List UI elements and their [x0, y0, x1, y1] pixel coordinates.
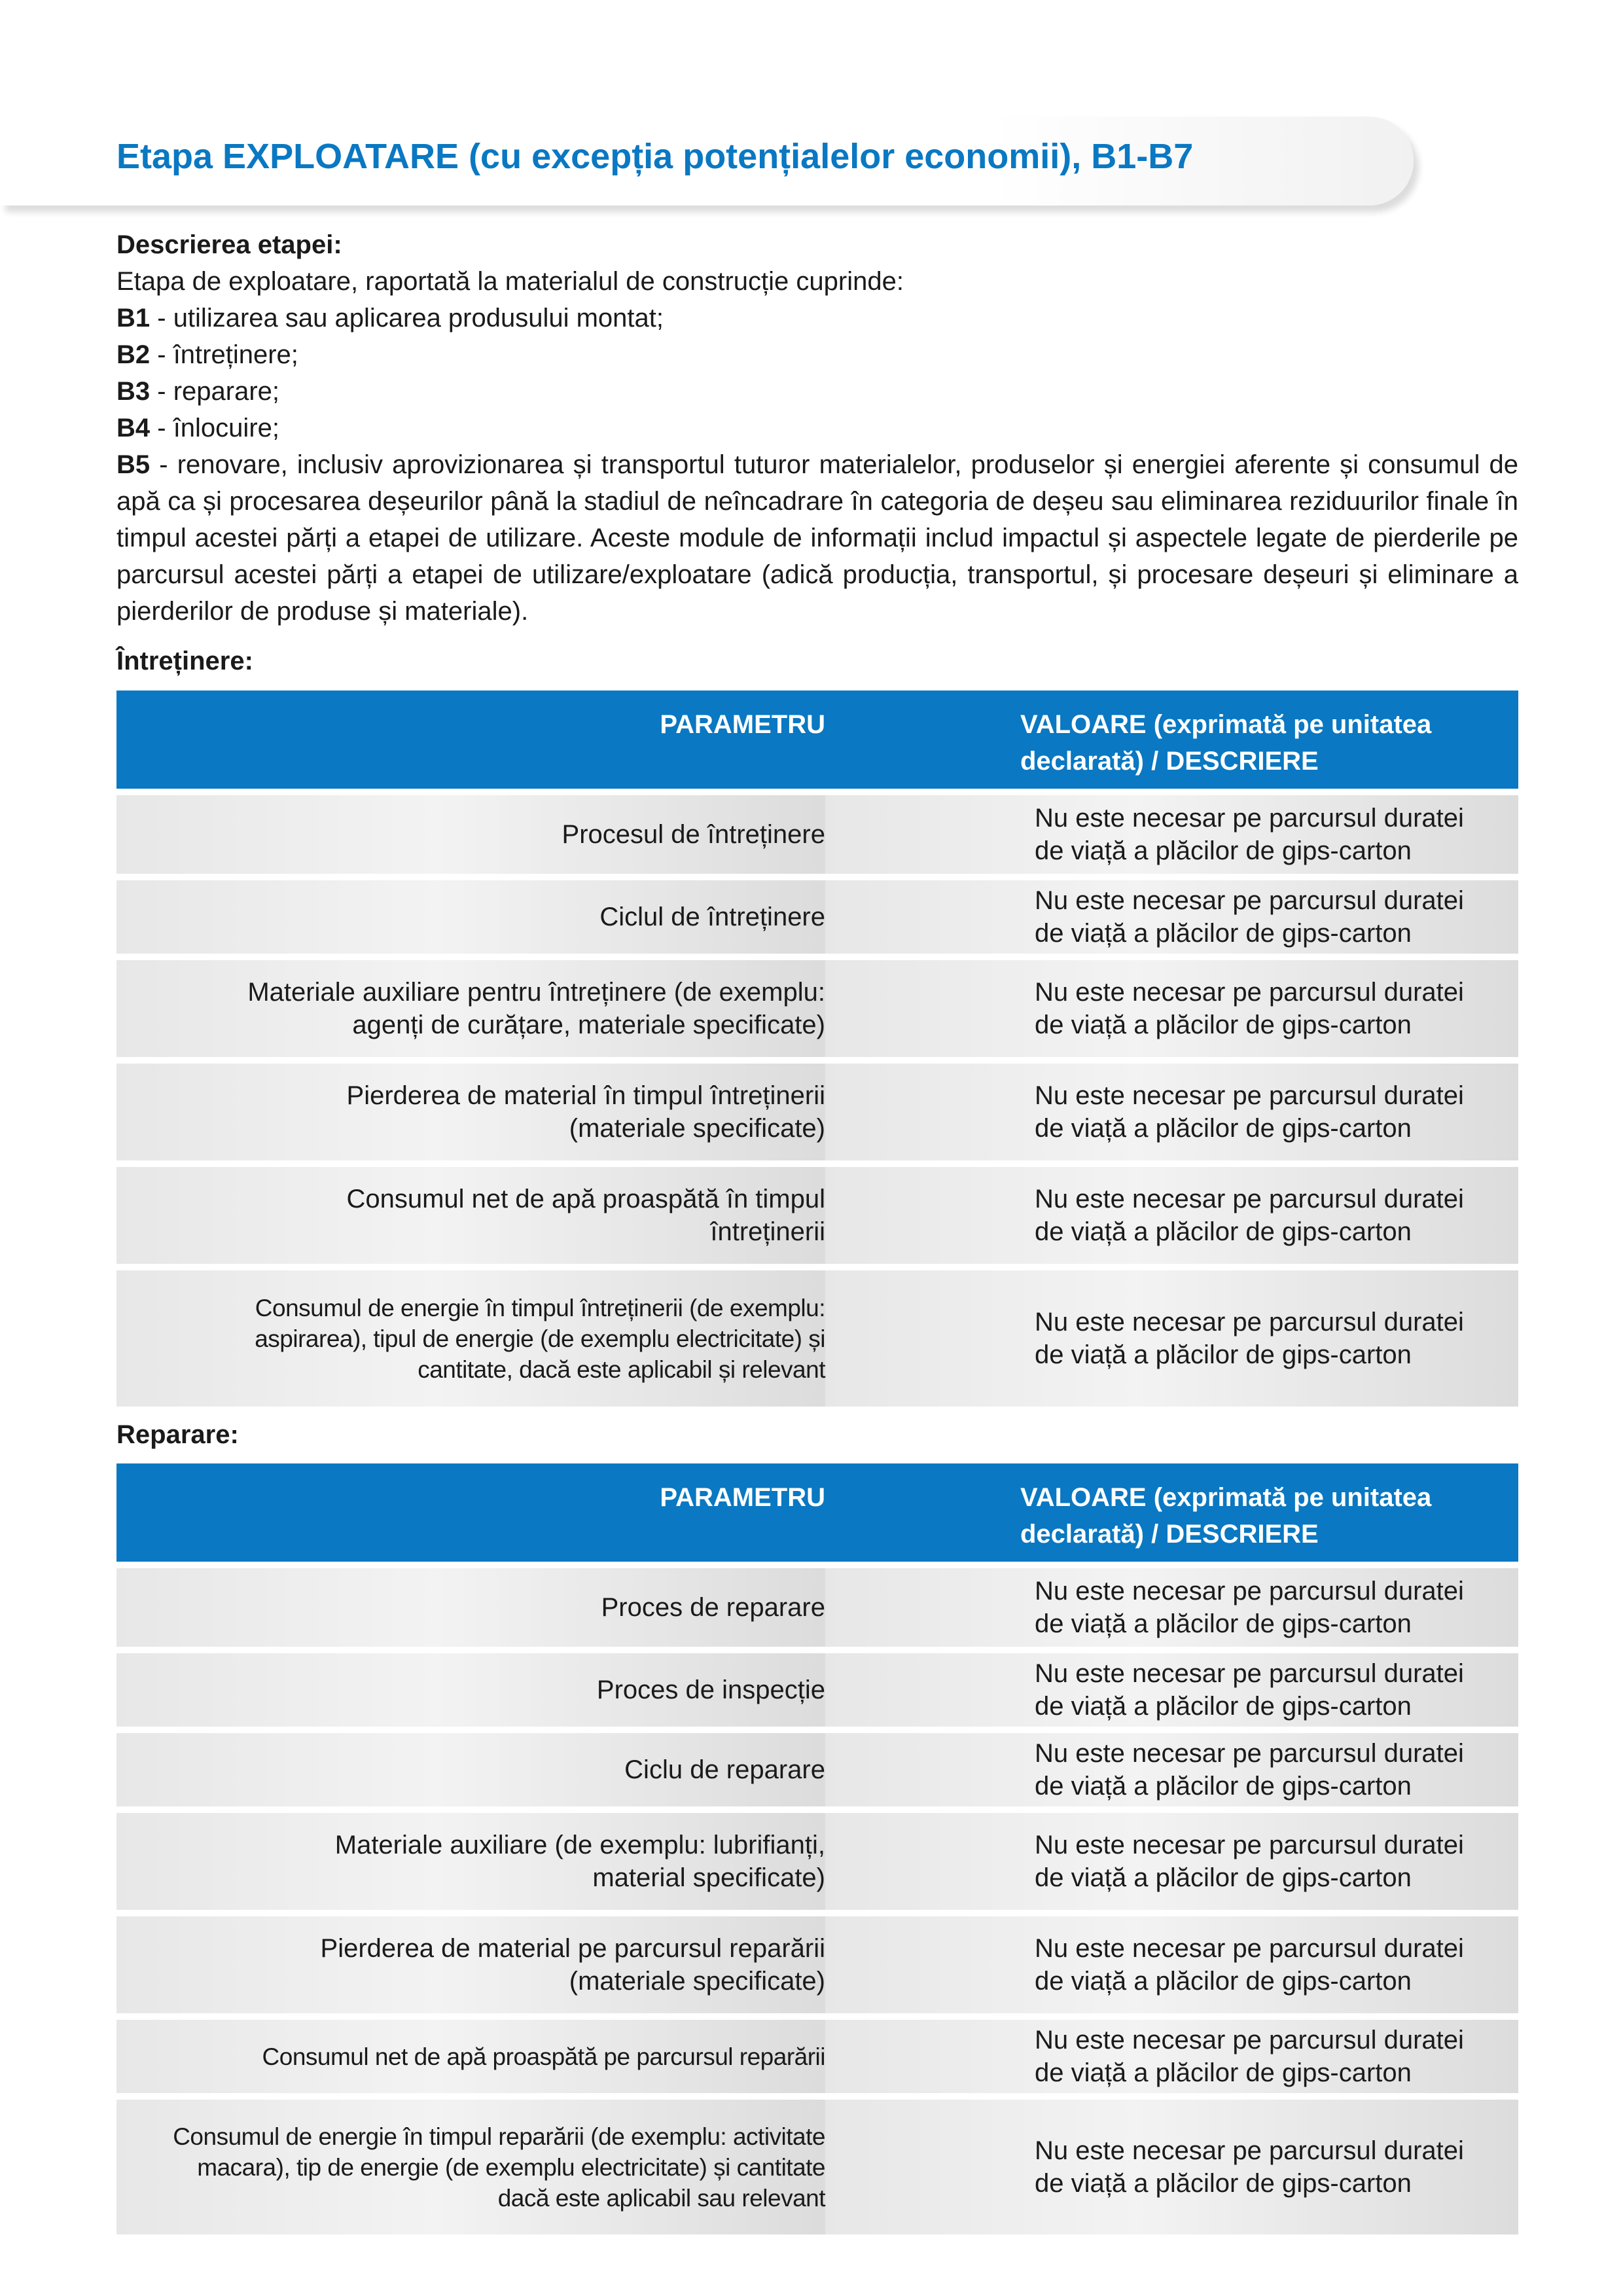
parameter-cell: Proces de reparare: [116, 1568, 825, 1647]
repair-table: [116, 1457, 1518, 2241]
stage-description: [116, 226, 1518, 630]
table-row: [116, 1813, 1518, 1910]
table-row: [116, 1733, 1518, 1806]
description-item: B3 - reparare;: [116, 377, 279, 406]
description-heading: Descrierea etapei:: [116, 230, 342, 259]
value-cell: Nu este necesar pe parcursul duratei de viață a plăcilor de gips-carton: [825, 1167, 1518, 1264]
parameter-cell: Consumul de energie în timpul reparării (de exemplu: activitate macara), tip de energie (de exemplu electricitate) și cantitate dacă este aplicabil sau relevant: [116, 2100, 825, 2234]
table-row: [116, 795, 1518, 874]
page-title: Etapa EXPLOATARE (cu excepția potențialelor economii), B1-B7: [116, 137, 1194, 176]
parameter-cell: Consumul net de apă proaspătă pe parcursul reparării: [116, 2020, 825, 2093]
value-cell: Nu este necesar pe parcursul duratei de viață a plăcilor de gips-carton: [825, 960, 1518, 1057]
column-header-value: VALOARE (exprimată pe unitatea declarată) / DESCRIERE: [825, 1463, 1518, 1562]
parameter-cell: Ciclu de reparare: [116, 1733, 825, 1806]
column-header-parameter: PARAMETRU: [116, 691, 825, 789]
table-row: [116, 880, 1518, 954]
table-row: [116, 1270, 1518, 1407]
table-row: [116, 960, 1518, 1057]
description-intro: Etapa de exploatare, raportată la materialul de construcție cuprinde:: [116, 267, 904, 296]
parameter-cell: Pierderea de material pe parcursul reparării (materiale specificate): [116, 1916, 825, 2013]
value-cell: Nu este necesar pe parcursul duratei de viață a plăcilor de gips-carton: [825, 1916, 1518, 2013]
description-item: B2 - întreținere;: [116, 340, 298, 369]
repair-label: Reparare:: [116, 1420, 239, 1449]
parameter-cell: Consumul de energie în timpul întreținerii (de exemplu: aspirarea), tipul de energie (de exemplu electricitate) și cantitate, dacă este aplicabil și relevant: [116, 1270, 825, 1407]
value-cell: Nu este necesar pe parcursul duratei de viață a plăcilor de gips-carton: [825, 2100, 1518, 2234]
table-row: [116, 2100, 1518, 2234]
parameter-cell: Materiale auxiliare (de exemplu: lubrifianți, material specificate): [116, 1813, 825, 1910]
description-item: B1 - utilizarea sau aplicarea produsului montat;: [116, 304, 664, 332]
column-header-value: VALOARE (exprimată pe unitatea declarată) / DESCRIERE: [825, 691, 1518, 789]
table-row: [116, 1653, 1518, 1727]
value-cell: Nu este necesar pe parcursul duratei de viață a plăcilor de gips-carton: [825, 1733, 1518, 1806]
value-cell: Nu este necesar pe parcursul duratei de viață a plăcilor de gips-carton: [825, 1813, 1518, 1910]
value-cell: Nu este necesar pe parcursul duratei de viață a plăcilor de gips-carton: [825, 2020, 1518, 2093]
description-item: B5 - renovare, inclusiv aprovizionarea și transportul tuturor materialelor, produselor și energiei aferente și consumul de apă ca și procesarea deșeurilor până la stadiul de neîncadrare în categoria de deșeu sau eliminarea reziduurilor finale în timpul acestei părți a etapei de utilizare. Aceste module de informații includ impactul și aspectele legate de pierderile pe parcursul acestei părți a etapei de utilizare/exploatare (adică producția, transportul, și procesare deșeuri și eliminare a pierderilor de produse și materiale).: [116, 450, 1518, 626]
table-row: [116, 2020, 1518, 2093]
parameter-cell: Proces de inspecție: [116, 1653, 825, 1727]
table-header-row: [116, 1463, 1518, 1562]
column-header-parameter: PARAMETRU: [116, 1463, 825, 1562]
value-cell: Nu este necesar pe parcursul duratei de viață a plăcilor de gips-carton: [825, 1653, 1518, 1727]
value-cell: Nu este necesar pe parcursul duratei de viață a plăcilor de gips-carton: [825, 795, 1518, 874]
value-cell: Nu este necesar pe parcursul duratei de viață a plăcilor de gips-carton: [825, 1270, 1518, 1407]
maintenance-table: [116, 684, 1518, 1413]
parameter-cell: Materiale auxiliare pentru întreținere (de exemplu: agenți de curățare, materiale specificate): [116, 960, 825, 1057]
value-cell: Nu este necesar pe parcursul duratei de viață a plăcilor de gips-carton: [825, 1568, 1518, 1647]
value-cell: Nu este necesar pe parcursul duratei de viață a plăcilor de gips-carton: [825, 1064, 1518, 1160]
table-row: [116, 1064, 1518, 1160]
maintenance-label: Întreținere:: [116, 647, 253, 675]
table-header-row: [116, 691, 1518, 789]
table-row: [116, 1916, 1518, 2013]
parameter-cell: Consumul net de apă proaspătă în timpul întreținerii: [116, 1167, 825, 1264]
description-item: B4 - înlocuire;: [116, 414, 279, 442]
parameter-cell: Ciclul de întreținere: [116, 880, 825, 954]
value-cell: Nu este necesar pe parcursul duratei de viață a plăcilor de gips-carton: [825, 880, 1518, 954]
table-row: [116, 1568, 1518, 1647]
parameter-cell: Pierderea de material în timpul întreținerii (materiale specificate): [116, 1064, 825, 1160]
parameter-cell: Procesul de întreținere: [116, 795, 825, 874]
table-row: [116, 1167, 1518, 1264]
